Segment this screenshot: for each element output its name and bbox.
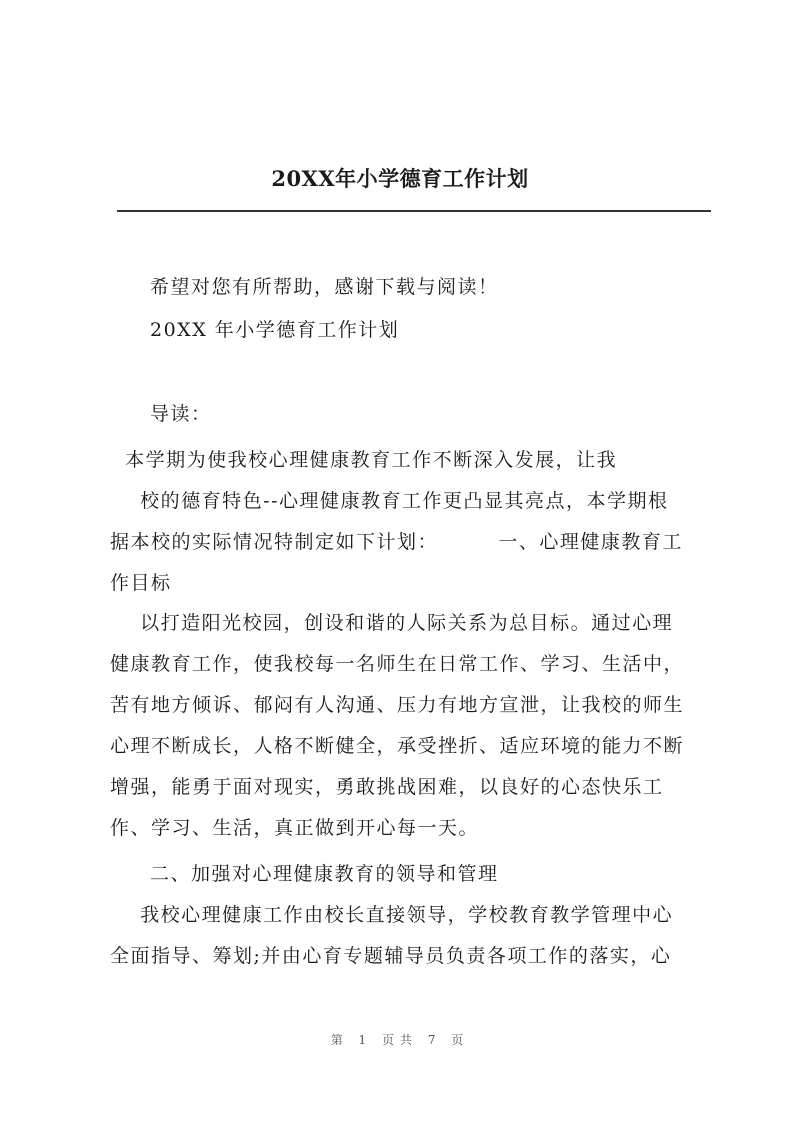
section-heading: 二、加强对心理健康教育的领导和管理 <box>150 863 499 885</box>
goal-line: 苦有地方倾诉、郁闷有人沟通、压力有地方宣泄，让我校的师生 <box>110 694 685 716</box>
lead-label: 导读： <box>150 403 212 425</box>
document-title: 20XX年小学德育工作计划 <box>271 166 529 191</box>
intro-line: 本学期为使我校心理健康教育工作不断深入发展，让我 <box>110 449 618 471</box>
mgmt-line: 全面指导、筹划;并由心育专题辅导员负责各项工作的落实，心 <box>110 945 672 967</box>
intro-line: 校的德育特色--心理健康教育工作更凸显其亮点，本学期根 <box>110 490 669 512</box>
title-divider <box>117 210 711 212</box>
management-paragraph <box>110 895 710 977</box>
mgmt-line: 我校心理健康工作由校长直接领导，学校教育教学管理中心 <box>110 904 674 926</box>
goal-paragraph <box>110 603 710 849</box>
intro-line: 作目标 <box>110 572 172 594</box>
goal-line: 作、学习、生活，真正做到开心每一天。 <box>110 817 480 839</box>
intro-paragraph <box>110 440 710 604</box>
page-footer: 第 1 页共 7 页 <box>330 1033 470 1047</box>
subtitle-line: 20XX 年小学德育工作计划 <box>150 319 400 341</box>
goal-line: 健康教育工作，使我校每一名师生在日常工作、学习、生活中， <box>110 653 685 675</box>
greeting-line: 希望对您有所帮助，感谢下载与阅读！ <box>150 276 499 298</box>
intro-line: 据本校的实际情况特制定如下计划： 一、心理健康教育工 <box>110 531 683 553</box>
goal-line: 以打造阳光校园，创设和谐的人际关系为总目标。通过心理 <box>110 612 674 634</box>
goal-line: 增强，能勇于面对现实，勇敢挑战困难，以良好的心态快乐工 <box>110 776 664 798</box>
goal-line: 心理不断成长，人格不断健全，承受挫折、适应环境的能力不断 <box>110 735 685 757</box>
